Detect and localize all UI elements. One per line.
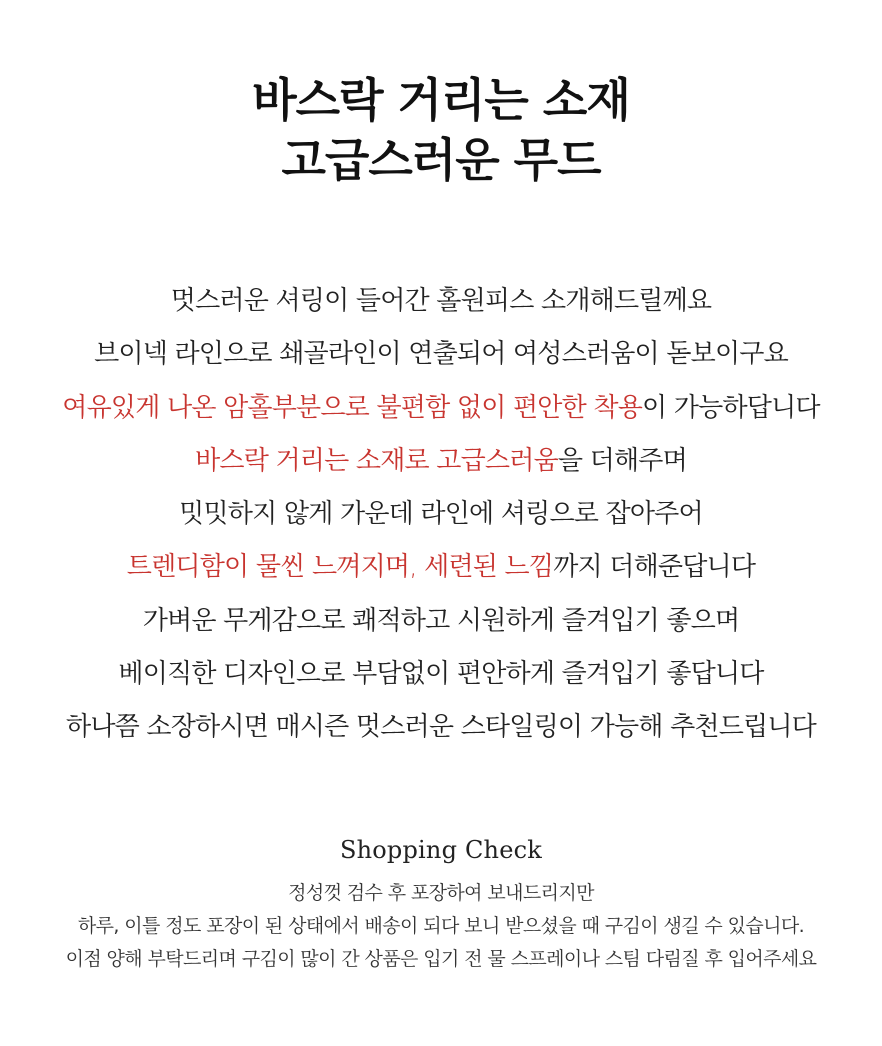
shopping-check-note: 이점 양해 부탁드리며 구김이 많이 간 상품은 입기 전 물 스프레이나 스팀 다림질 후 입어주세요 <box>65 948 817 970</box>
shopping-check-notes <box>0 877 882 976</box>
description-text: 까지 더해준답니다 <box>553 552 756 583</box>
highlight-text: 여유있게 나온 암홀부분으로 불편함 없이 편안한 착용 <box>62 392 643 423</box>
shopping-check-note: 정성껏 검수 후 포장하여 보내드리지만 <box>288 882 594 904</box>
description-line: 베이직한 디자인으로 부담없이 편안하게 즐겨입기 좋답니다 <box>118 659 764 690</box>
highlight-text: 바스락 거리는 소재로 고급스러움 <box>195 445 558 476</box>
description-line: 밋밋하지 않게 가운데 라인에 셔링으로 잡아주어 <box>179 499 703 530</box>
description-text: 이 가능하답니다 <box>642 392 820 423</box>
description-text: 을 더해주며 <box>557 445 687 476</box>
highlight-text: 트렌디함이 물씬 느껴지며, 세련된 느낌 <box>126 552 554 583</box>
headline-line-1: 바스락 거리는 소재 <box>252 73 630 127</box>
headline <box>0 70 882 190</box>
description-line <box>0 382 882 435</box>
description-line: 하나쯤 소장하시면 매시즌 멋스러운 스타일링이 가능해 추천드립니다 <box>66 712 816 743</box>
description-line <box>0 541 882 594</box>
description-line: 멋스러운 셔링이 들어간 홀원피스 소개해드릴께요 <box>170 286 712 316</box>
description-line: 가벼운 무게감으로 쾌적하고 시원하게 즐겨입기 좋으며 <box>142 605 740 636</box>
headline-line-2: 고급스러운 무드 <box>281 133 601 187</box>
shopping-check-title: Shopping Check <box>339 836 542 864</box>
description-line: 브이넥 라인으로 쇄골라인이 연출되어 여성스러움이 돋보이구요 <box>94 339 788 370</box>
description-line <box>0 435 882 488</box>
product-description <box>0 275 882 755</box>
shopping-check-note: 하루, 이틀 정도 포장이 된 상태에서 배송이 되다 보니 받으셨을 때 구김이 생길 수 있습니다. <box>77 915 805 937</box>
